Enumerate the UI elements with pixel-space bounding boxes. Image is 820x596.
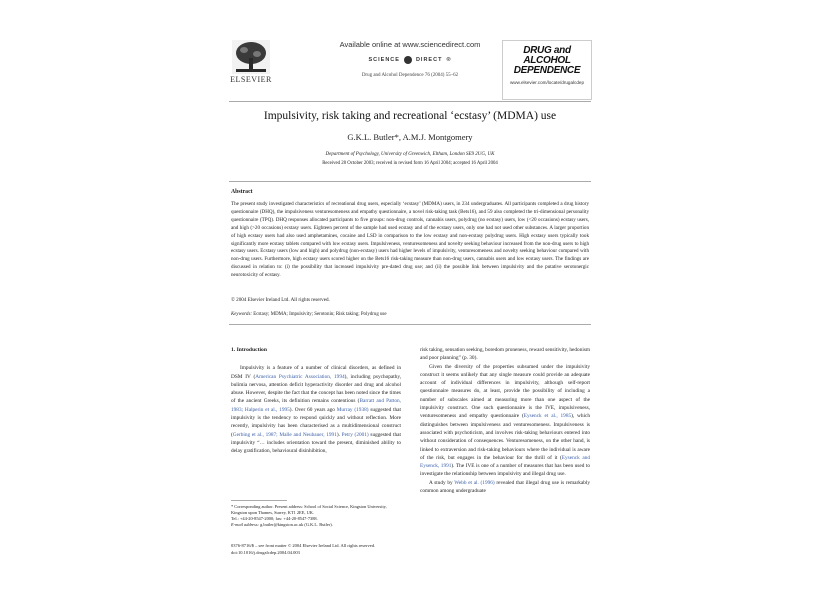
publication-info — [231, 543, 591, 556]
sciencedirect-logo — [300, 56, 520, 64]
keywords-list: Ecstasy; MDMA; Impulsivity; Serotonin; Risk taking; Polydrug use — [252, 312, 387, 317]
journal-logo-line2: ALCOHOL — [523, 55, 571, 66]
citation-link[interactable]: Eysenck and Eysenck, 1991 — [420, 454, 590, 470]
paragraph-text: ), including psychopathy, bulimia nervosa, attention deficit hyperactivity disorder and drug and alcohol abuse. However, despite the fact that the concept has been noted since the times of the ancient Greeks, its definition remains contentious ( — [231, 373, 402, 405]
footnote — [231, 504, 401, 528]
header-divider — [229, 101, 591, 102]
journal-logo-line3: DEPENDENCE — [513, 65, 581, 76]
journal-reference: Drug and Alcohol Dependence 76 (2004) 55–62 — [361, 73, 459, 78]
issn-line: 0376-8716/$ – see front matter © 2004 Elsevier Ireland Ltd. All rights reserved. — [231, 543, 376, 548]
footnote-email[interactable]: g.butler@kingston.ac.uk (G.K.L. Butler). — [259, 522, 333, 527]
paragraph-text: suggested that impulsivity “… includes orientation toward the present, diminished ability to delay gratification, behavioural disinhibition, — [231, 431, 401, 455]
sd-word-right: DIRECT — [415, 57, 443, 63]
body-column-right — [420, 346, 590, 495]
journal-logo-line1: DRUG and — [523, 45, 571, 56]
paragraph-text: Given the diversity of the properties subsumed under the impulsivity construct it seems unlikely that any single measure could provide an adequate account of individual differences in impulsivity, although self-report questionnaire measures do, at least, provide the possibility of including a number of subscales aimed at measuring more than one aspect of the impulsivity construct. One such questionnaire is the IVE, impulsiveness, venturesomeness and empathy questionnaire ( — [420, 363, 590, 420]
keywords-label: Keywords: — [231, 312, 253, 317]
sd-word-left: SCIENCE — [368, 57, 400, 63]
abstract-bottom-divider — [229, 324, 591, 325]
citation-link[interactable]: American Psychiatric Association, 1994 — [255, 373, 345, 380]
citation-link[interactable]: Webb et al. (1996) — [454, 479, 495, 486]
sd-circle-icon — [404, 56, 412, 64]
citation-link[interactable]: Petry (2001) — [341, 431, 369, 438]
footnote-contact: Tel.: +44-20-8547-2000; fax: +44-20-8547-7388. — [231, 516, 318, 521]
tree-icon — [232, 40, 270, 74]
section-heading: 1. Introduction — [231, 347, 267, 353]
paragraph-text: ). Over 60 years ago — [289, 406, 337, 413]
paragraph-text: ). — [336, 431, 342, 438]
elsevier-logo — [230, 40, 272, 84]
citation-link[interactable]: Murray (1938) — [336, 406, 369, 413]
body-column-left — [231, 346, 401, 456]
abstract-heading: Abstract — [231, 189, 253, 195]
footnote-divider — [231, 500, 287, 501]
article-dates: Received 28 October 2003; received in revised form 16 April 2004; accepted 16 April 2004 — [322, 161, 498, 166]
paragraph-text: ). The IVE is one of a number of measures that has been used to investigate the relationship between impulsivity and illegal drug use. — [420, 463, 591, 478]
paragraph-text: revealed that illegal drug use is remarkably common among undergraduate — [420, 479, 590, 495]
abstract-top-divider — [229, 181, 591, 182]
doi-line[interactable]: doi:10.1016/j.drugalcdep.2004.04.003 — [231, 549, 300, 555]
citation-link[interactable]: Gerbing et al., 1987; Malle and Neubauer, 1991 — [232, 431, 337, 438]
article-authors: G.K.L. Butler*, A.M.J. Montgomery — [347, 132, 473, 142]
citation-link[interactable]: Eysenck et al., 1985 — [523, 413, 572, 420]
intro-paragraph-2 — [420, 363, 590, 479]
publisher-logo-label: ELSEVIER — [230, 75, 272, 84]
available-online: Available online at www.sciencedirect.com — [339, 40, 481, 49]
intro-paragraph-continued: risk taking, sensation seeking, boredom proneness, reward sensitivity, hedonism and poor planning” (p. 30). — [420, 347, 590, 362]
paragraph-text: Impulsivity is a feature of a number of clinical disorders, as defined in DSM IV ( — [231, 365, 401, 380]
abstract-copyright: © 2004 Elsevier Ireland Ltd. All rights reserved. — [231, 297, 330, 303]
paragraph-text: A study by — [429, 479, 455, 486]
sd-mark: ® — [446, 57, 452, 63]
journal-logo — [502, 40, 592, 100]
author-affiliation: Department of Psychology, University of Greenwich, Eltham, London SE9 2UG, UK — [325, 152, 495, 157]
paragraph-text: ), which distinguishes between impulsiveness and venturesomeness. Impulsiveness is associated with psychoticism, and involves risk-taking behaviours entered into without consideration of consequences. Venturesomeness, on the other hand, is linked to extraversion and risk-taking behaviours where the individual is aware of the risk, but engages in the behaviour for the thrill of it ( — [420, 413, 591, 461]
paragraph-text: suggested that impulsivity is the tendency to respond quickly and without reflection. More recently, impulsivity has been characterised as a multidimensional construct ( — [231, 406, 402, 438]
journal-header — [300, 40, 520, 78]
keywords-line — [231, 312, 387, 317]
journal-url: www.elsevier.com/locate/drugalcdep — [509, 80, 585, 85]
intro-paragraph-1 — [231, 364, 401, 455]
citation-link[interactable]: Barratt and Patton, 1983; Halperin et al., 1995 — [231, 398, 401, 413]
footnote-email-label: E-mail address: — [231, 522, 260, 527]
intro-paragraph-3 — [420, 479, 590, 496]
footnote-email-line — [231, 522, 401, 528]
footnote-corresponding: * Corresponding author. Present address: School of Social Science, Kingston University, Kingston upon Thames, Surrey, KT1 2EE, UK. — [231, 504, 387, 515]
abstract-text: The present study investigated characteristics of recreational drug users, especially ‘ecstasy’ (MDMA) users, in 234 undergraduates. All participants completed a drug history questionnaire (DHQ), the impulsiveness venturesomeness and empathy questionnaire, a novel risk-taking task (Bets16), and 59 also completed the tri-dimensional personality questionnaire (TPQ). DHQ responses allocated participants to five groups: non-drug controls, cannabis users, polydrug (no ecstasy) users, low (<20 occasions) ecstasy users, and high (>20 occasions) ecstasy users. Eighteen percent of the sample had used ecstasy and of the ecstasy users, only one had not used other substances. A larger proportion of high ecstasy users had also used amphetamines, cocaine and LSD in comparison to the low ecstasy and non-ecstasy polydrug users. High ecstasy users typically took significantly more ecstasy tablets compared with low ecstasy users. Impulsiveness, venturesomeness and novelty seeking behaviour increased from the non-drug users to high ecstasy users. Ecstasy users (low and high) and polydrug (non-ecstasy) users had higher levels of impulsivity, venturesomeness and novelty seeking behaviour compared with non-drug users. Furthermore, high ecstasy users scored higher on the Bets16 risk-taking measure than non-drug users, cannabis users and low ecstasy users. The findings are discussed in relation to: (i) the possibility that increased impulsivity pre-dated drug use; and (ii) the possible link between impulsivity and the putative serotonergic neurotoxicity of ecstasy. — [231, 201, 589, 279]
article-title: Impulsivity, risk taking and recreational ‘ecstasy’ (MDMA) use — [263, 110, 557, 122]
